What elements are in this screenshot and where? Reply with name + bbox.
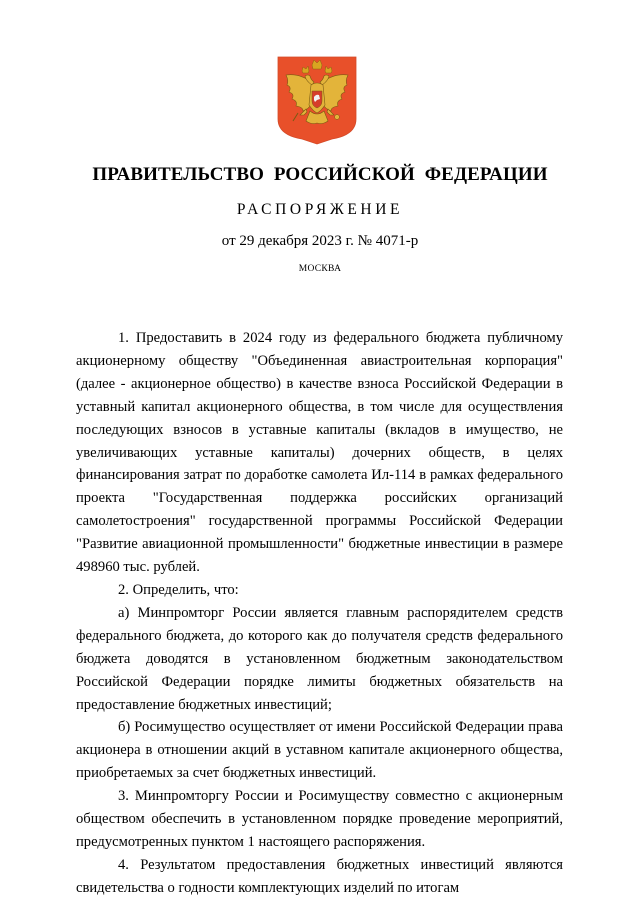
document-city: МОСКВА [298,264,342,274]
paragraph-3: 3. Минпромторгу России и Росимуществу совместно с акционерным обществом обеспечить в установленном порядке проведение мероприятий, предусмотренных пунктом 1 настоящего распоряжения. [76,788,563,850]
russian-coat-of-arms-icon [276,55,358,145]
document-body [76,327,563,900]
paragraph-1: 1. Предоставить в 2024 году из федерального бюджета публичному акционерному обществу "Объединенная авиастроительная корпорация" (далее - акционерное общество) в качестве взноса Российской Федерации в уставный капитал акционерного общества, в том числе для осуществления последующих взносов в уставные капиталы (вкладов в имущество, не увеличивающих уставные капиталы) дочерних обществ, в целях финансирования затрат по доработке самолета Ил-114 в рамках федерального проекта "Государственная поддержка российских организаций самолетостроения" государственной программы Российской Федерации "Развитие авиационной промышленности" бюджетные инвестиции в размере 498960 тыс. рублей. [76,330,563,576]
paragraph-2: 2. Определить, что: [118,581,239,598]
document-date-number: от 29 декабря 2023 г. № 4071-р [221,233,419,249]
paragraph-2b: б) Росимущество осуществляет от имени Российской Федерации права акционера в отношении акций в уставном капитале акционерного общества, приобретаемых за счет бюджетных инвестиций. [76,719,563,782]
government-title: ПРАВИТЕЛЬСТВО РОССИЙСКОЙ ФЕДЕРАЦИИ [92,164,548,185]
paragraph-2a: а) Минпромторг России является главным распорядителем средств федерального бюджета, до которого как до получателя средств федерального бюджета доводятся в установленном бюджетным законодательством Российской Федерации порядке лимиты бюджетных обязательств на предоставление бюджетных инвестиций; [76,604,563,713]
paragraph-4: 4. Результатом предоставления бюджетных инвестиций являются свидетельства о годности комплектующих изделий по итогам [76,856,563,896]
document-type: РАСПОРЯЖЕНИЕ [236,201,404,218]
